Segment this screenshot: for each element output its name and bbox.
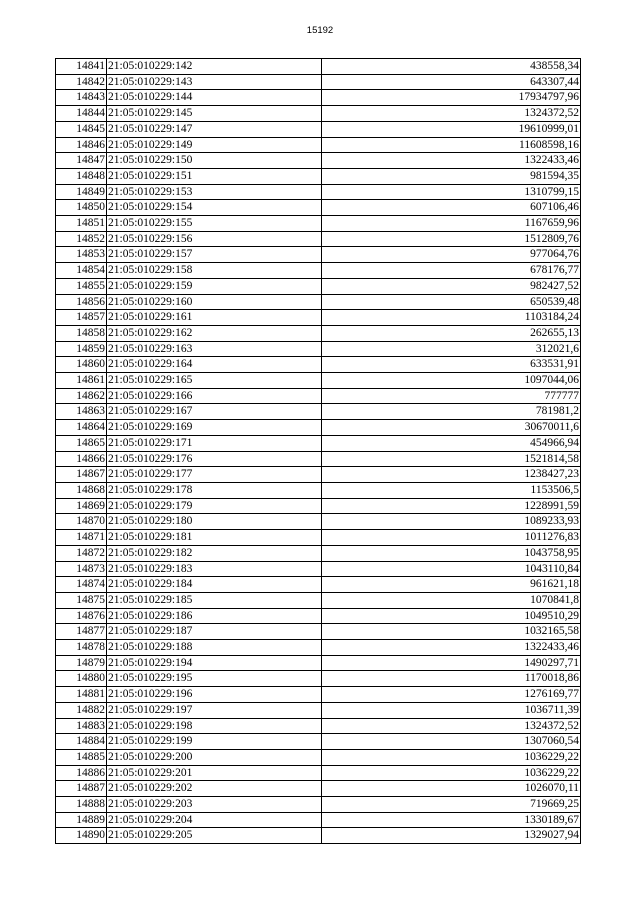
table-row: [56, 451, 581, 467]
row-number-cell: 14883: [56, 718, 107, 734]
cadastral-number-cell: 21:05:010229:179: [107, 498, 322, 514]
cadastral-number-cell: 21:05:010229:201: [107, 765, 322, 781]
cadastral-value-cell: 1043110,84: [322, 561, 581, 577]
cadastral-number-cell: 21:05:010229:178: [107, 482, 322, 498]
table-row: [56, 247, 581, 263]
cadastral-number-cell: 21:05:010229:194: [107, 655, 322, 671]
table-row: [56, 608, 581, 624]
row-number-cell: 14850: [56, 200, 107, 216]
cadastral-number-cell: 21:05:010229:177: [107, 467, 322, 483]
cadastral-value-cell: 1512809,76: [322, 231, 581, 247]
cadastral-number-cell: 21:05:010229:157: [107, 247, 322, 263]
table-row: [56, 168, 581, 184]
table-row: [56, 734, 581, 750]
cadastral-value-cell: 1307060,54: [322, 734, 581, 750]
row-number-cell: 14869: [56, 498, 107, 514]
cadastral-value-cell: 1026070,11: [322, 781, 581, 797]
table-row: [56, 671, 581, 687]
table-row: [56, 530, 581, 546]
cadastral-number-cell: 21:05:010229:187: [107, 624, 322, 640]
cadastral-value-cell: 454966,94: [322, 435, 581, 451]
row-number-cell: 14890: [56, 828, 107, 844]
cadastral-number-cell: 21:05:010229:147: [107, 121, 322, 137]
table-row: [56, 640, 581, 656]
cadastral-number-cell: 21:05:010229:151: [107, 168, 322, 184]
cadastral-value-cell: 1276169,77: [322, 687, 581, 703]
cadastral-value-cell: 1310799,15: [322, 184, 581, 200]
row-number-cell: 14873: [56, 561, 107, 577]
row-number-cell: 14857: [56, 310, 107, 326]
cadastral-value-cell: 1329027,94: [322, 828, 581, 844]
row-number-cell: 14878: [56, 640, 107, 656]
table-row: [56, 687, 581, 703]
cadastral-number-cell: 21:05:010229:203: [107, 797, 322, 813]
row-number-cell: 14856: [56, 294, 107, 310]
table-row: [56, 482, 581, 498]
cadastral-value-cell: 1322433,46: [322, 153, 581, 169]
cadastral-number-cell: 21:05:010229:195: [107, 671, 322, 687]
cadastral-value-cell: 1322433,46: [322, 640, 581, 656]
row-number-cell: 14881: [56, 687, 107, 703]
cadastral-value-cell: 30670011,6: [322, 420, 581, 436]
table-row: [56, 797, 581, 813]
cadastral-number-cell: 21:05:010229:171: [107, 435, 322, 451]
cadastral-value-cell: 643307,44: [322, 74, 581, 90]
table-row: [56, 561, 581, 577]
table-row: [56, 325, 581, 341]
table-row: [56, 121, 581, 137]
row-number-cell: 14848: [56, 168, 107, 184]
cadastral-number-cell: 21:05:010229:204: [107, 812, 322, 828]
table-row: [56, 388, 581, 404]
cadastral-number-cell: 21:05:010229:160: [107, 294, 322, 310]
cadastral-value-cell: 1036711,39: [322, 702, 581, 718]
cadastral-value-cell: 1170018,86: [322, 671, 581, 687]
row-number-cell: 14849: [56, 184, 107, 200]
cadastral-number-cell: 21:05:010229:154: [107, 200, 322, 216]
cadastral-number-cell: 21:05:010229:159: [107, 278, 322, 294]
cadastral-number-cell: 21:05:010229:155: [107, 216, 322, 232]
page-number: 15192: [306, 25, 334, 36]
table-row: [56, 200, 581, 216]
cadastral-number-cell: 21:05:010229:181: [107, 530, 322, 546]
cadastral-value-cell: 19610999,01: [322, 121, 581, 137]
row-number-cell: 14889: [56, 812, 107, 828]
row-number-cell: 14847: [56, 153, 107, 169]
cadastral-number-cell: 21:05:010229:205: [107, 828, 322, 844]
row-number-cell: 14870: [56, 514, 107, 530]
cadastral-number-cell: 21:05:010229:197: [107, 702, 322, 718]
table-row: [56, 106, 581, 122]
row-number-cell: 14860: [56, 357, 107, 373]
table-row: [56, 90, 581, 106]
cadastral-value-cell: 1228991,59: [322, 498, 581, 514]
row-number-cell: 14844: [56, 106, 107, 122]
row-number-cell: 14862: [56, 388, 107, 404]
cadastral-value-cell: 262655,13: [322, 325, 581, 341]
cadastral-value-cell: 1036229,22: [322, 765, 581, 781]
cadastral-value-cell: 1330189,67: [322, 812, 581, 828]
cadastral-number-cell: 21:05:010229:164: [107, 357, 322, 373]
table-row: [56, 153, 581, 169]
row-number-cell: 14855: [56, 278, 107, 294]
cadastral-number-cell: 21:05:010229:162: [107, 325, 322, 341]
table-row: [56, 655, 581, 671]
row-number-cell: 14845: [56, 121, 107, 137]
table-row: [56, 577, 581, 593]
table-row: [56, 812, 581, 828]
cadastral-value-cell: 1097044,06: [322, 373, 581, 389]
cadastral-value-cell: 719669,25: [322, 797, 581, 813]
cadastral-number-cell: 21:05:010229:184: [107, 577, 322, 593]
cadastral-number-cell: 21:05:010229:188: [107, 640, 322, 656]
row-number-cell: 14866: [56, 451, 107, 467]
cadastral-value-cell: 1011276,83: [322, 530, 581, 546]
row-number-cell: 14876: [56, 608, 107, 624]
row-number-cell: 14841: [56, 59, 107, 75]
cadastral-number-cell: 21:05:010229:176: [107, 451, 322, 467]
row-number-cell: 14843: [56, 90, 107, 106]
cadastral-value-cell: 1167659,96: [322, 216, 581, 232]
row-number-cell: 14863: [56, 404, 107, 420]
cadastral-number-cell: 21:05:010229:158: [107, 263, 322, 279]
table-row: [56, 263, 581, 279]
row-number-cell: 14854: [56, 263, 107, 279]
row-number-cell: 14874: [56, 577, 107, 593]
row-number-cell: 14868: [56, 482, 107, 498]
cadastral-value-cell: 1049510,29: [322, 608, 581, 624]
cadastral-value-cell: 1324372,52: [322, 718, 581, 734]
cadastral-number-cell: 21:05:010229:142: [107, 59, 322, 75]
cadastral-value-cell: 1521814,58: [322, 451, 581, 467]
table-body: [56, 59, 581, 844]
cadastral-number-cell: 21:05:010229:202: [107, 781, 322, 797]
cadastral-value-cell: 1070841,8: [322, 592, 581, 608]
table-row: [56, 420, 581, 436]
row-number-cell: 14851: [56, 216, 107, 232]
cadastral-value-cell: 438558,34: [322, 59, 581, 75]
cadastral-value-cell: 607106,46: [322, 200, 581, 216]
cadastral-value-cell: 1043758,95: [322, 545, 581, 561]
table-row: [56, 294, 581, 310]
cadastral-value-cell: 1036229,22: [322, 749, 581, 765]
row-number-cell: 14859: [56, 341, 107, 357]
row-number-cell: 14852: [56, 231, 107, 247]
cadastral-number-cell: 21:05:010229:166: [107, 388, 322, 404]
cadastral-number-cell: 21:05:010229:145: [107, 106, 322, 122]
table-row: [56, 310, 581, 326]
cadastral-value-cell: 777777: [322, 388, 581, 404]
cadastral-number-cell: 21:05:010229:144: [107, 90, 322, 106]
cadastral-number-cell: 21:05:010229:180: [107, 514, 322, 530]
table-row: [56, 341, 581, 357]
cadastral-number-cell: 21:05:010229:143: [107, 74, 322, 90]
row-number-cell: 14872: [56, 545, 107, 561]
cadastral-value-cell: 1153506,5: [322, 482, 581, 498]
cadastral-value-cell: 781981,2: [322, 404, 581, 420]
cadastral-number-cell: 21:05:010229:183: [107, 561, 322, 577]
cadastral-number-cell: 21:05:010229:198: [107, 718, 322, 734]
cadastral-value-cell: 17934797,96: [322, 90, 581, 106]
cadastral-value-cell: 1103184,24: [322, 310, 581, 326]
cadastral-number-cell: 21:05:010229:150: [107, 153, 322, 169]
row-number-cell: 14842: [56, 74, 107, 90]
table-row: [56, 702, 581, 718]
cadastral-number-cell: 21:05:010229:165: [107, 373, 322, 389]
cadastral-number-cell: 21:05:010229:186: [107, 608, 322, 624]
table-row: [56, 467, 581, 483]
cadastral-number-cell: 21:05:010229:169: [107, 420, 322, 436]
row-number-cell: 14880: [56, 671, 107, 687]
row-number-cell: 14861: [56, 373, 107, 389]
cadastral-value-cell: 1490297,71: [322, 655, 581, 671]
cadastral-value-cell: 312021,6: [322, 341, 581, 357]
table-row: [56, 781, 581, 797]
table-row: [56, 498, 581, 514]
table-row: [56, 404, 581, 420]
table-row: [56, 718, 581, 734]
table-row: [56, 828, 581, 844]
row-number-cell: 14879: [56, 655, 107, 671]
table-row: [56, 357, 581, 373]
row-number-cell: 14885: [56, 749, 107, 765]
cadastral-number-cell: 21:05:010229:153: [107, 184, 322, 200]
table-row: [56, 74, 581, 90]
row-number-cell: 14882: [56, 702, 107, 718]
cadastral-number-cell: 21:05:010229:199: [107, 734, 322, 750]
cadastral-number-cell: 21:05:010229:149: [107, 137, 322, 153]
cadastral-number-cell: 21:05:010229:161: [107, 310, 322, 326]
cadastral-value-cell: 1238427,23: [322, 467, 581, 483]
row-number-cell: 14877: [56, 624, 107, 640]
cadastral-number-cell: 21:05:010229:185: [107, 592, 322, 608]
cadastral-value-cell: 633531,91: [322, 357, 581, 373]
row-number-cell: 14853: [56, 247, 107, 263]
cadastral-value-table: [55, 58, 581, 844]
cadastral-value-cell: 961621,18: [322, 577, 581, 593]
table-row: [56, 435, 581, 451]
table-row: [56, 765, 581, 781]
row-number-cell: 14888: [56, 797, 107, 813]
row-number-cell: 14871: [56, 530, 107, 546]
cadastral-number-cell: 21:05:010229:163: [107, 341, 322, 357]
table-row: [56, 624, 581, 640]
cadastral-value-cell: 982427,52: [322, 278, 581, 294]
row-number-cell: 14886: [56, 765, 107, 781]
row-number-cell: 14887: [56, 781, 107, 797]
table-row: [56, 373, 581, 389]
cadastral-value-cell: 1089233,93: [322, 514, 581, 530]
table-row: [56, 216, 581, 232]
cadastral-number-cell: 21:05:010229:167: [107, 404, 322, 420]
cadastral-value-cell: 981594,35: [322, 168, 581, 184]
cadastral-value-cell: 1324372,52: [322, 106, 581, 122]
row-number-cell: 14875: [56, 592, 107, 608]
table-row: [56, 592, 581, 608]
table-row: [56, 514, 581, 530]
cadastral-value-cell: 977064,76: [322, 247, 581, 263]
row-number-cell: 14884: [56, 734, 107, 750]
cadastral-value-cell: 650539,48: [322, 294, 581, 310]
row-number-cell: 14864: [56, 420, 107, 436]
table-row: [56, 545, 581, 561]
cadastral-value-cell: 678176,77: [322, 263, 581, 279]
cadastral-number-cell: 21:05:010229:196: [107, 687, 322, 703]
row-number-cell: 14846: [56, 137, 107, 153]
table-row: [56, 231, 581, 247]
cadastral-number-cell: 21:05:010229:182: [107, 545, 322, 561]
row-number-cell: 14858: [56, 325, 107, 341]
table-row: [56, 59, 581, 75]
row-number-cell: 14867: [56, 467, 107, 483]
table-row: [56, 184, 581, 200]
cadastral-number-cell: 21:05:010229:156: [107, 231, 322, 247]
table-row: [56, 137, 581, 153]
table-row: [56, 749, 581, 765]
table-row: [56, 278, 581, 294]
cadastral-value-cell: 1032165,58: [322, 624, 581, 640]
row-number-cell: 14865: [56, 435, 107, 451]
cadastral-number-cell: 21:05:010229:200: [107, 749, 322, 765]
cadastral-value-cell: 11608598,16: [322, 137, 581, 153]
